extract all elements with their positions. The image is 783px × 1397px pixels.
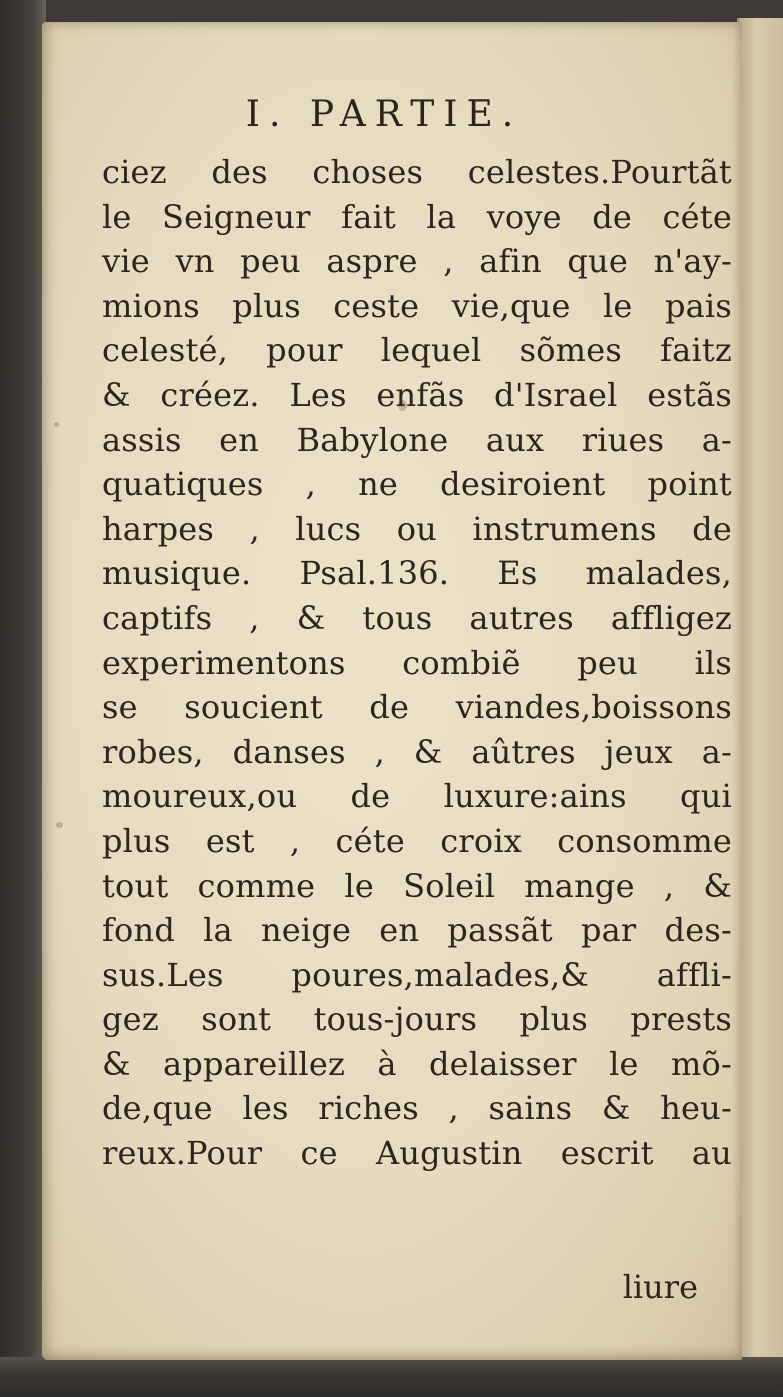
- scan-background-left: [0, 0, 46, 1397]
- text-line: sus.Les poures,malades,& affli-: [102, 955, 732, 994]
- text-line: robes, danses , & aûtres jeux a-: [102, 732, 732, 771]
- ink-spot: [54, 422, 59, 427]
- text-line: experimentons combiẽ peu ils: [102, 643, 732, 682]
- text-line: le Seigneur fait la voye de céte: [102, 197, 732, 236]
- text-line: ciez des choses celestes.Pourtãt: [102, 153, 732, 191]
- text-line: mions plus ceste vie,que le pais: [102, 286, 732, 325]
- text-line: plus est , céte croix consomme: [102, 821, 732, 860]
- running-header-text: I. PARTIE.: [245, 94, 523, 135]
- text-line: tout comme le Soleil mange , &: [102, 866, 732, 905]
- text-line: & créez. Les enfãs d'Israel estãs: [102, 375, 732, 414]
- text-line: harpes , lucs ou instrumens de: [102, 509, 732, 548]
- text-line: reux.Pour ce Augustin escrit au: [102, 1134, 732, 1173]
- text-line: quatiques , ne desiroient point: [102, 465, 732, 504]
- text-line: se soucient de viandes,boissons: [102, 688, 732, 727]
- body-text: [102, 150, 732, 1176]
- text-line: & appareillez à delaisser le mõ-: [102, 1044, 732, 1083]
- text-line: gez sont tous-jours plus prests: [102, 1000, 732, 1039]
- adjacent-page-edge: [737, 18, 783, 1363]
- text-line: moureux,ou de luxure:ains qui: [102, 777, 732, 816]
- text-line: captifs , & tous autres affligez: [102, 598, 732, 637]
- catchword: liure: [622, 1268, 698, 1306]
- scan-background-bottom: [0, 1357, 783, 1397]
- book-page: [42, 22, 742, 1360]
- text-line: celesté, pour lequel sõmes faitz: [102, 331, 732, 370]
- text-line: vie vn peu aspre , afin que n'ay-: [102, 242, 732, 281]
- text-line: fond la neige en passãt par des-: [102, 911, 732, 950]
- text-line: musique. Psal.136. Es malades,: [102, 554, 732, 593]
- text-line: assis en Babylone aux riues a-: [102, 420, 732, 459]
- ink-spot: [56, 822, 63, 828]
- running-header: [42, 94, 742, 135]
- text-line: de,que les riches , sains & heu-: [102, 1089, 732, 1128]
